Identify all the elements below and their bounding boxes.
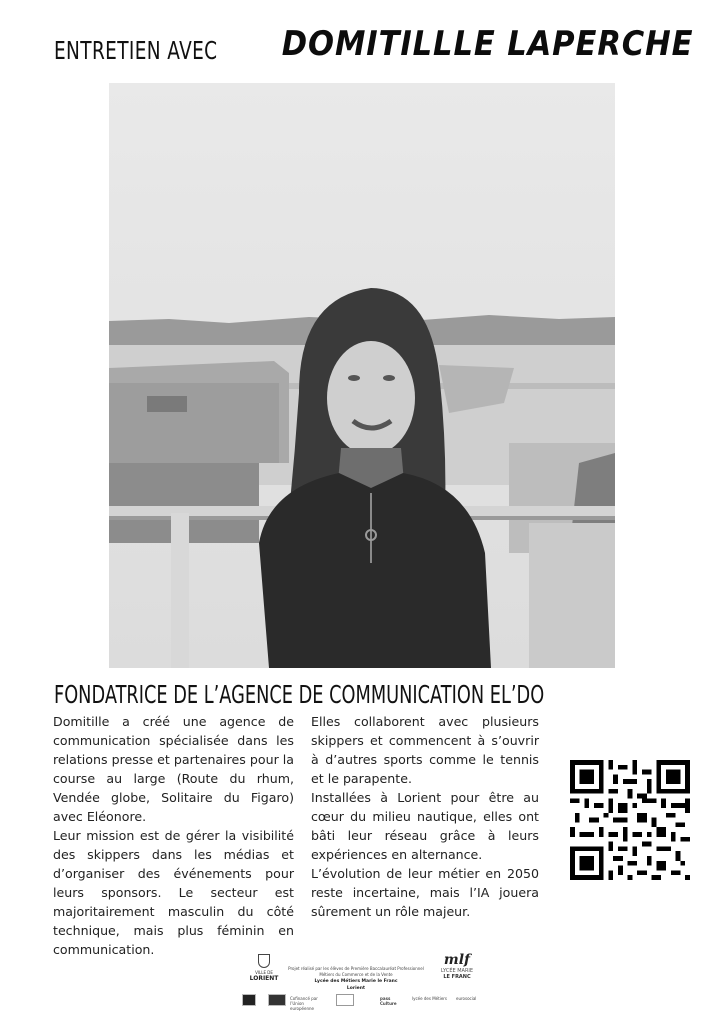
paragraph: Domitille a créé une agence de communication spécialisée dans les relations presse et partenaires pour la course au large (Route du rhum, Vendée globe, Solitaire du Figaro) avec Eléonore. xyxy=(53,714,294,824)
lorient-logo xyxy=(246,954,282,982)
paragraph: Elles collaborent avec plusieurs skippers et commencent à s’ouvrir à d’autres sports comme le tennis et le parapente. xyxy=(311,714,539,786)
mlf-mark: mlf xyxy=(443,952,471,968)
portrait-image xyxy=(109,83,615,668)
lorient-small-label: VILLE DE xyxy=(255,970,273,975)
paragraph: Leur mission est de gérer la visibilité des skippers dans les médias et d’organiser des événements pour leurs sponsors. Le secteur est majoritairement masculin du côté technique, mais plus féminin en communication. xyxy=(53,828,294,957)
article-column-right xyxy=(311,712,539,921)
article-column-left xyxy=(53,712,294,959)
ministry-logo xyxy=(336,994,354,1006)
eu-text: Cofinancé par l’Union européenne xyxy=(290,996,318,1011)
project-line: Métiers du Commerce et de la Vente xyxy=(319,972,393,977)
mlf-line-2: LE FRANC xyxy=(443,974,471,980)
lorient-big-label: LORIENT xyxy=(249,975,279,982)
partner-logos xyxy=(240,994,490,1012)
project-line: Projet réalisé par les élèves de Première Baccalauréat Professionnel xyxy=(288,966,424,971)
lycee-marie-le-franc-logo xyxy=(436,952,478,980)
header-left-title: ENTRETIEN AVEC xyxy=(54,36,218,65)
project-city: Lorient xyxy=(346,986,366,991)
eu-flag-icon xyxy=(268,994,286,1006)
footer-logos xyxy=(0,948,724,1024)
portrait-photo xyxy=(109,83,615,668)
paragraph: L’évolution de leur métier en 2050 reste incertaine, mais l’IA jouera sûrement un rôle majeur. xyxy=(311,866,539,919)
subtitle-heading: FONDATRICE DE L’AGENCE DE COMMUNICATION EL’DO xyxy=(54,680,545,709)
project-school: Lycée des Métiers Marie le Franc xyxy=(314,979,398,984)
mlf-line-1: LYCÉE MARIE xyxy=(440,968,474,974)
shield-icon xyxy=(258,954,270,968)
paragraph: Installées à Lorient pour être au cœur du milieu nautique, elles ont bâti leur réseau grâce à leurs expériences en alternance. xyxy=(311,790,539,862)
pass-culture-logo: pass Culture xyxy=(380,996,397,1006)
qr-code[interactable] xyxy=(570,760,690,880)
region-logo xyxy=(242,994,256,1006)
header-name-title: DOMITILLLE LAPERCHE xyxy=(281,24,693,64)
project-credit xyxy=(286,966,426,992)
lycee-metiers-logo: lycée des Métiers xyxy=(412,996,448,1001)
eurosocial-logo: eurosocial xyxy=(456,996,477,1001)
